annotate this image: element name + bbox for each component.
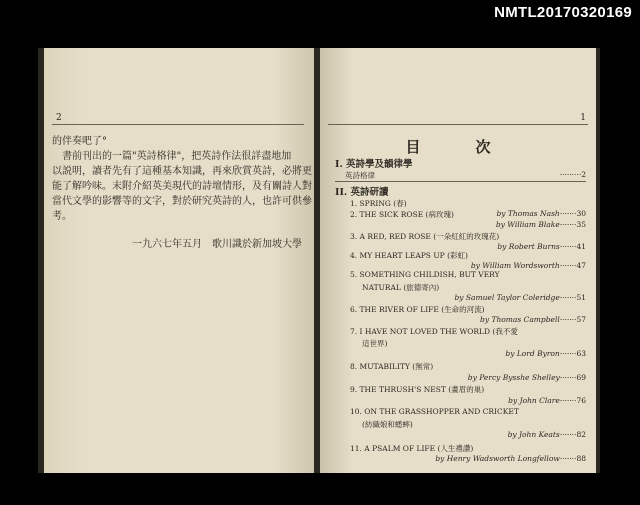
text-line: 考。 xyxy=(52,211,72,222)
toc-entry-title: 3. A RED, RED ROSE (一朵紅紅的玫瑰花) xyxy=(350,232,500,241)
toc-entry-author: by John Clare·······76 xyxy=(508,396,586,405)
toc-entry-author: by William Blake·······35 xyxy=(495,220,586,229)
toc-entry-title: 1. SPRING (春) xyxy=(350,199,407,208)
right-page xyxy=(320,48,596,473)
toc-entry-author: by Lord Byron·······63 xyxy=(505,349,586,358)
toc-entry-author: by Henry Wadsworth Longfellow·······88 xyxy=(435,454,586,463)
toc-entry-author: by Thomas Campbell·······57 xyxy=(480,315,586,324)
page-number: 1 xyxy=(580,113,586,123)
text-line: 書前刊出的一篇"英詩格律"，把英詩作法很詳盡地加 xyxy=(52,151,292,162)
toc-entry-title: 8. MUTABILITY (無常) xyxy=(350,362,434,371)
toc-rule xyxy=(335,181,586,182)
text-line: 當代文學的影響等的文字，對於研究英詩的人，也許可供參 xyxy=(52,196,312,207)
toc-entry-author: by Robert Burns·······41 xyxy=(497,242,586,251)
page-number: 2 xyxy=(56,113,62,123)
signature: 一九六七年五月 歌川識於新加坡大學 xyxy=(132,239,302,250)
left-page xyxy=(44,48,314,473)
toc-subentry: 英詩格律 xyxy=(345,171,375,180)
toc-entry-title: 6. THE RIVER OF LIFE (生命的河流) xyxy=(350,305,485,314)
header-rule xyxy=(328,124,588,125)
text-line: 能了解吟味。末附介紹英美現代的詩壇情形，及有關詩人對 xyxy=(52,181,312,192)
text-line: 以説明，讀者先有了這種基本知識，再來欣賞英詩，必將更 xyxy=(52,166,312,177)
toc-entry-author: by Percy Bysshe Shelley·······69 xyxy=(467,373,586,382)
toc-entry-title: 10. ON THE GRASSHOPPER AND CRICKET xyxy=(350,407,519,416)
toc-entry-title: 4. MY HEART LEAPS UP (彩虹) xyxy=(350,251,468,260)
book-spread xyxy=(38,48,600,473)
toc-entry-author: by John Keats·······82 xyxy=(507,430,586,439)
preface-paragraph xyxy=(52,134,312,224)
archive-id: NMTL20170320169 xyxy=(494,4,632,21)
toc-entry-title: 2. THE SICK ROSE (病玫瑰) xyxy=(350,210,454,219)
toc-entry-title: 9. THE THRUSH'S NEST (畫眉的巢) xyxy=(350,385,485,394)
toc-entry-title-cont: (紡織娘和蟋蟀) xyxy=(362,420,413,429)
toc-entry-title: 7. I HAVE NOT LOVED THE WORLD (我不愛 xyxy=(350,327,518,336)
toc-page-number: ·········2 xyxy=(559,170,586,179)
toc-entry-title-cont: 這世界) xyxy=(362,339,388,348)
toc-entry-author: by Samuel Taylor Coleridge·······51 xyxy=(454,293,586,302)
toc-title: 目 次 xyxy=(405,138,511,156)
text-line: 的伴奏吧了° xyxy=(52,136,107,147)
toc-section-heading: II. 英詩研讀 xyxy=(335,187,389,198)
toc-entry-title: 5. SOMETHING CHILDISH, BUT VERY xyxy=(350,270,500,279)
header-rule xyxy=(52,124,304,125)
toc-entry-title: 11. A PSALM OF LIFE (人生禮讚) xyxy=(350,444,474,453)
toc-entry-author: by William Wordsworth·······47 xyxy=(470,261,586,270)
toc-entry-author: by Thomas Nash·······30 xyxy=(496,209,586,218)
toc-section-heading: I. 英詩學及韻律學 xyxy=(335,159,413,170)
toc-entry-title-cont: NATURAL (旅德寄內) xyxy=(362,283,440,292)
